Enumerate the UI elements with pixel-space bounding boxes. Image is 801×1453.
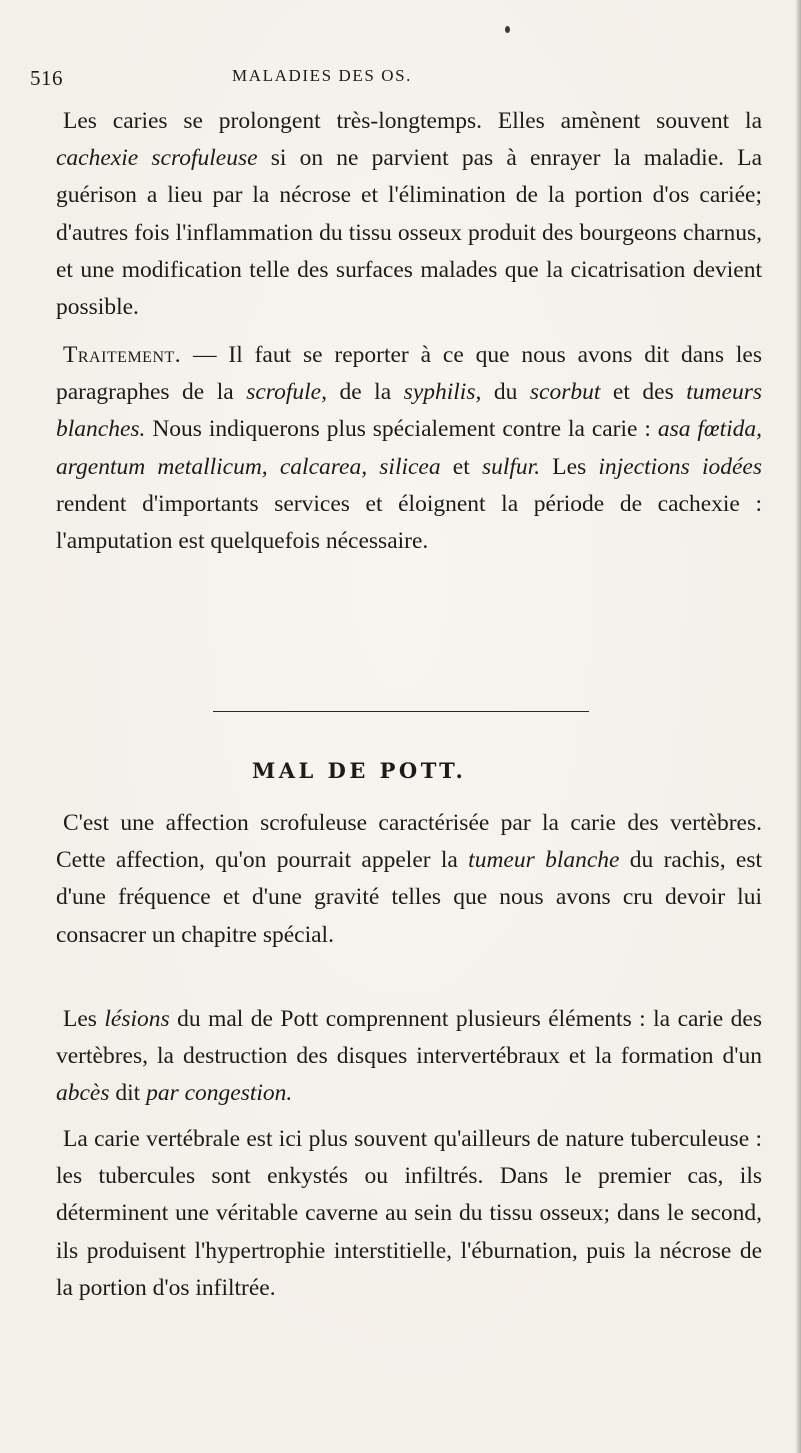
text-run: rendent d'importants services et éloignent la période de cachexie : l'amputation est quelquefois nécessaire.: [56, 490, 762, 555]
italic-term: scorbut: [529, 379, 601, 406]
text-run: du: [481, 379, 530, 406]
paragraph-traitement: [56, 337, 762, 560]
italic-term: par congestion.: [146, 1080, 293, 1107]
running-header: [30, 66, 490, 90]
text-run: Les: [540, 453, 599, 480]
italic-term: injections iodées: [598, 453, 762, 480]
italic-term: tumeur blanche: [468, 847, 620, 874]
ink-speck: [505, 26, 510, 33]
italic-term: tumeurs blanches.: [56, 379, 762, 443]
paragraph-label: Traitement.: [63, 342, 182, 368]
paragraph-lesions: [56, 1001, 762, 1113]
italic-term: cachexie scrofuleuse: [56, 145, 258, 172]
page-edge-shadow: [795, 0, 801, 1453]
italic-term: lésions: [104, 1006, 170, 1032]
text-run: et des: [600, 379, 687, 406]
italic-term: abcès: [56, 1080, 110, 1107]
text-run: C'est une affection scrofuleuse caractérisée par la carie des vertèbres. Cette affection, qu'on pourrait appeler la: [56, 810, 762, 874]
paragraph-definition: [56, 805, 762, 954]
text-run: si on ne parvient pas à enrayer la maladie. La guérison a lieu par la nécrose et l'élimination de la portion d'os cariée; d'autres fois l'inflammation du tissu osseux produit des bourgeons charnus, et une modification telle des surfaces malades que la cicatrisation devient possible.: [56, 145, 762, 321]
text-run: Les caries se prolongent très-longtemps. Elles amènent souvent la: [63, 108, 762, 134]
section-title: MAL DE POTT.: [252, 758, 467, 783]
section-divider: [213, 711, 589, 712]
text-run: du mal de Pott comprennent plusieurs éléments : la carie des vertèbres, la destruction des disques intervertébraux et la formation d'un: [56, 1006, 762, 1070]
running-title: MALADIES DES OS.: [232, 66, 413, 85]
text-run: — Il faut se reporter à ce que nous avons dit dans les paragraphes de la: [56, 342, 762, 406]
italic-term: asa fœtida, argentum metallicum, calcarea, silicea: [56, 416, 762, 480]
text-run: et: [440, 453, 482, 480]
text-run: du rachis, est d'une fréquence et d'une gravité telles que nous avons cru devoir lui consacrer un chapitre spécial.: [56, 847, 762, 948]
page-number: 516: [30, 66, 63, 90]
text-run: La carie vertébrale est ici plus souvent qu'ailleurs de nature tuberculeuse : les tubercules sont enkystés ou infiltrés. Dans le premier cas, ils déterminent une véritable caverne au sein du tissu osseux; dans le second, ils produisent l'hypertrophie interstitielle, l'éburnation, puis la nécrose de la portion d'os infiltrée.: [56, 1126, 762, 1301]
paragraph-carie-vertebrale: [56, 1121, 762, 1307]
text-run: Nous indiquerons plus spécialement contre la carie :: [145, 416, 658, 443]
italic-term: syphilis,: [403, 379, 482, 406]
italic-term: scrofule,: [246, 379, 327, 406]
paragraph-caries: [56, 103, 762, 326]
text-run: dit: [109, 1080, 147, 1107]
text-run: de la: [326, 379, 404, 406]
text-run: Les: [63, 1006, 105, 1032]
italic-term: sulfur.: [481, 453, 541, 480]
